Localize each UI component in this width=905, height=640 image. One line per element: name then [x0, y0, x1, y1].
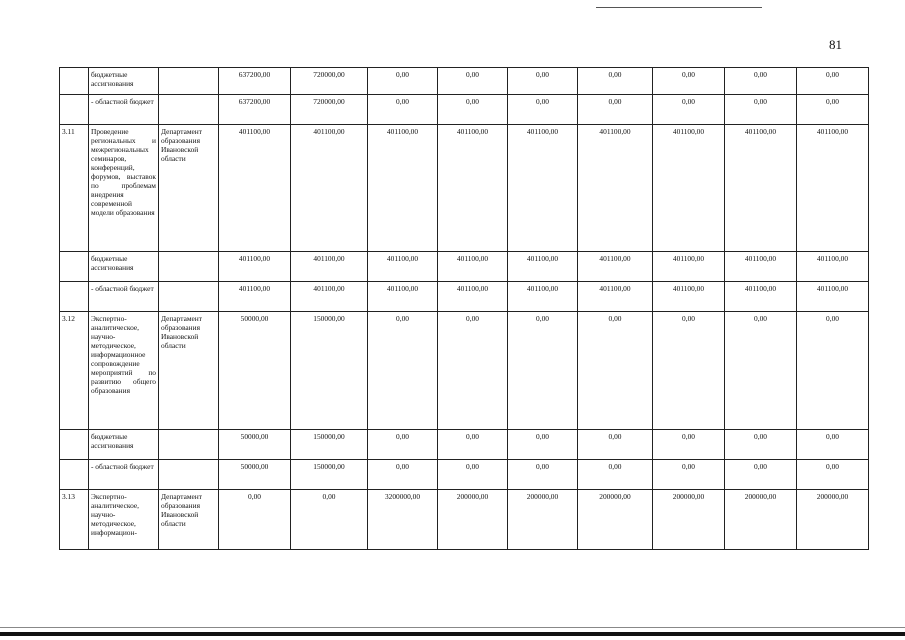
value-cell: 200000,00 [508, 490, 578, 550]
value-cell: 720000,00 [291, 68, 368, 95]
value-cell: 401100,00 [653, 252, 725, 282]
row-department [159, 252, 219, 282]
table-row [60, 460, 869, 490]
table-row [60, 252, 869, 282]
row-department [159, 68, 219, 95]
value-cell: 401100,00 [368, 252, 438, 282]
table-row [60, 430, 869, 460]
value-cell: 0,00 [797, 430, 869, 460]
value-cell: 0,00 [368, 312, 438, 430]
value-cell: 50000,00 [219, 460, 291, 490]
value-cell: 0,00 [725, 95, 797, 125]
row-description: бюджетные ассигнования [89, 252, 159, 282]
row-index [60, 460, 89, 490]
row-index [60, 282, 89, 312]
footer-thin-rule [0, 627, 905, 628]
value-cell: 0,00 [725, 68, 797, 95]
value-cell: 401100,00 [368, 282, 438, 312]
value-cell: 0,00 [368, 68, 438, 95]
table-row [60, 125, 869, 252]
value-cell: 0,00 [653, 68, 725, 95]
row-index: 3.13 [60, 490, 89, 550]
value-cell: 0,00 [578, 68, 653, 95]
value-cell: 401100,00 [508, 252, 578, 282]
table-row [60, 490, 869, 550]
row-department: Департамент образования Ивановской области [159, 125, 219, 252]
value-cell: 0,00 [797, 95, 869, 125]
row-description: бюджетные ассигнования [89, 430, 159, 460]
row-department: Департамент образования Ивановской области [159, 312, 219, 430]
value-cell: 401100,00 [219, 282, 291, 312]
value-cell: 200000,00 [438, 490, 508, 550]
value-cell: 0,00 [438, 68, 508, 95]
value-cell: 0,00 [578, 430, 653, 460]
footer-rule [0, 632, 905, 636]
value-cell: 0,00 [797, 460, 869, 490]
row-index [60, 430, 89, 460]
value-cell: 0,00 [508, 430, 578, 460]
value-cell: 401100,00 [797, 252, 869, 282]
value-cell: 401100,00 [438, 282, 508, 312]
table-row [60, 282, 869, 312]
value-cell: 0,00 [291, 490, 368, 550]
value-cell: 0,00 [438, 430, 508, 460]
table-row [60, 68, 869, 95]
value-cell: 401100,00 [368, 125, 438, 252]
row-description: Экспертно-аналитическое, научно-методическое, информационное сопровождение мероприятий по развитию общего образования [89, 312, 159, 430]
value-cell: 0,00 [653, 460, 725, 490]
value-cell: 200000,00 [797, 490, 869, 550]
value-cell: 0,00 [219, 490, 291, 550]
value-cell: 200000,00 [653, 490, 725, 550]
row-description: - областной бюджет [89, 95, 159, 125]
value-cell: 0,00 [725, 312, 797, 430]
value-cell: 401100,00 [578, 125, 653, 252]
row-index [60, 68, 89, 95]
value-cell: 0,00 [508, 460, 578, 490]
value-cell: 50000,00 [219, 312, 291, 430]
value-cell: 200000,00 [578, 490, 653, 550]
value-cell: 401100,00 [725, 252, 797, 282]
value-cell: 150000,00 [291, 430, 368, 460]
value-cell: 0,00 [578, 95, 653, 125]
value-cell: 0,00 [368, 460, 438, 490]
value-cell: 0,00 [797, 312, 869, 430]
value-cell: 150000,00 [291, 460, 368, 490]
value-cell: 401100,00 [578, 252, 653, 282]
value-cell: 637200,00 [219, 95, 291, 125]
value-cell: 401100,00 [725, 282, 797, 312]
value-cell: 0,00 [578, 460, 653, 490]
value-cell: 0,00 [438, 95, 508, 125]
value-cell: 150000,00 [291, 312, 368, 430]
value-cell: 401100,00 [291, 282, 368, 312]
value-cell: 401100,00 [291, 125, 368, 252]
row-description: Экспертно-аналитическое, научно-методическое, информацион- [89, 490, 159, 550]
value-cell: 0,00 [438, 460, 508, 490]
header-rule [596, 7, 762, 8]
value-cell: 401100,00 [219, 125, 291, 252]
value-cell: 401100,00 [797, 282, 869, 312]
row-description: Проведение региональных и межрегиональных семинаров, конференций, форумов, выставок по проблемам внедрения современной модели образования [89, 125, 159, 252]
value-cell: 401100,00 [219, 252, 291, 282]
row-index [60, 252, 89, 282]
page-number: 81 [829, 37, 842, 52]
value-cell: 0,00 [508, 312, 578, 430]
value-cell: 0,00 [578, 312, 653, 430]
value-cell: 0,00 [368, 430, 438, 460]
row-department [159, 430, 219, 460]
value-cell: 50000,00 [219, 430, 291, 460]
row-department [159, 460, 219, 490]
row-description: бюджетные ассигнования [89, 68, 159, 95]
value-cell: 637200,00 [219, 68, 291, 95]
table-row [60, 95, 869, 125]
row-description: - областной бюджет [89, 282, 159, 312]
row-department [159, 282, 219, 312]
budget-table [59, 67, 869, 550]
value-cell: 401100,00 [653, 282, 725, 312]
value-cell: 0,00 [653, 312, 725, 430]
row-index: 3.11 [60, 125, 89, 252]
value-cell: 0,00 [653, 95, 725, 125]
value-cell: 0,00 [725, 430, 797, 460]
row-department [159, 95, 219, 125]
row-description: - областной бюджет [89, 460, 159, 490]
value-cell: 0,00 [438, 312, 508, 430]
value-cell: 200000,00 [725, 490, 797, 550]
value-cell: 0,00 [508, 68, 578, 95]
value-cell: 0,00 [653, 430, 725, 460]
value-cell: 401100,00 [578, 282, 653, 312]
value-cell: 401100,00 [797, 125, 869, 252]
value-cell: 401100,00 [508, 282, 578, 312]
table-row [60, 312, 869, 430]
value-cell: 401100,00 [438, 252, 508, 282]
value-cell: 401100,00 [438, 125, 508, 252]
value-cell: 0,00 [508, 95, 578, 125]
value-cell: 0,00 [368, 95, 438, 125]
row-index [60, 95, 89, 125]
value-cell: 0,00 [725, 460, 797, 490]
value-cell: 401100,00 [653, 125, 725, 252]
value-cell: 3200000,00 [368, 490, 438, 550]
value-cell: 401100,00 [291, 252, 368, 282]
row-index: 3.12 [60, 312, 89, 430]
value-cell: 0,00 [797, 68, 869, 95]
value-cell: 401100,00 [725, 125, 797, 252]
row-department: Департамент образования Ивановской области [159, 490, 219, 550]
value-cell: 401100,00 [508, 125, 578, 252]
value-cell: 720000,00 [291, 95, 368, 125]
